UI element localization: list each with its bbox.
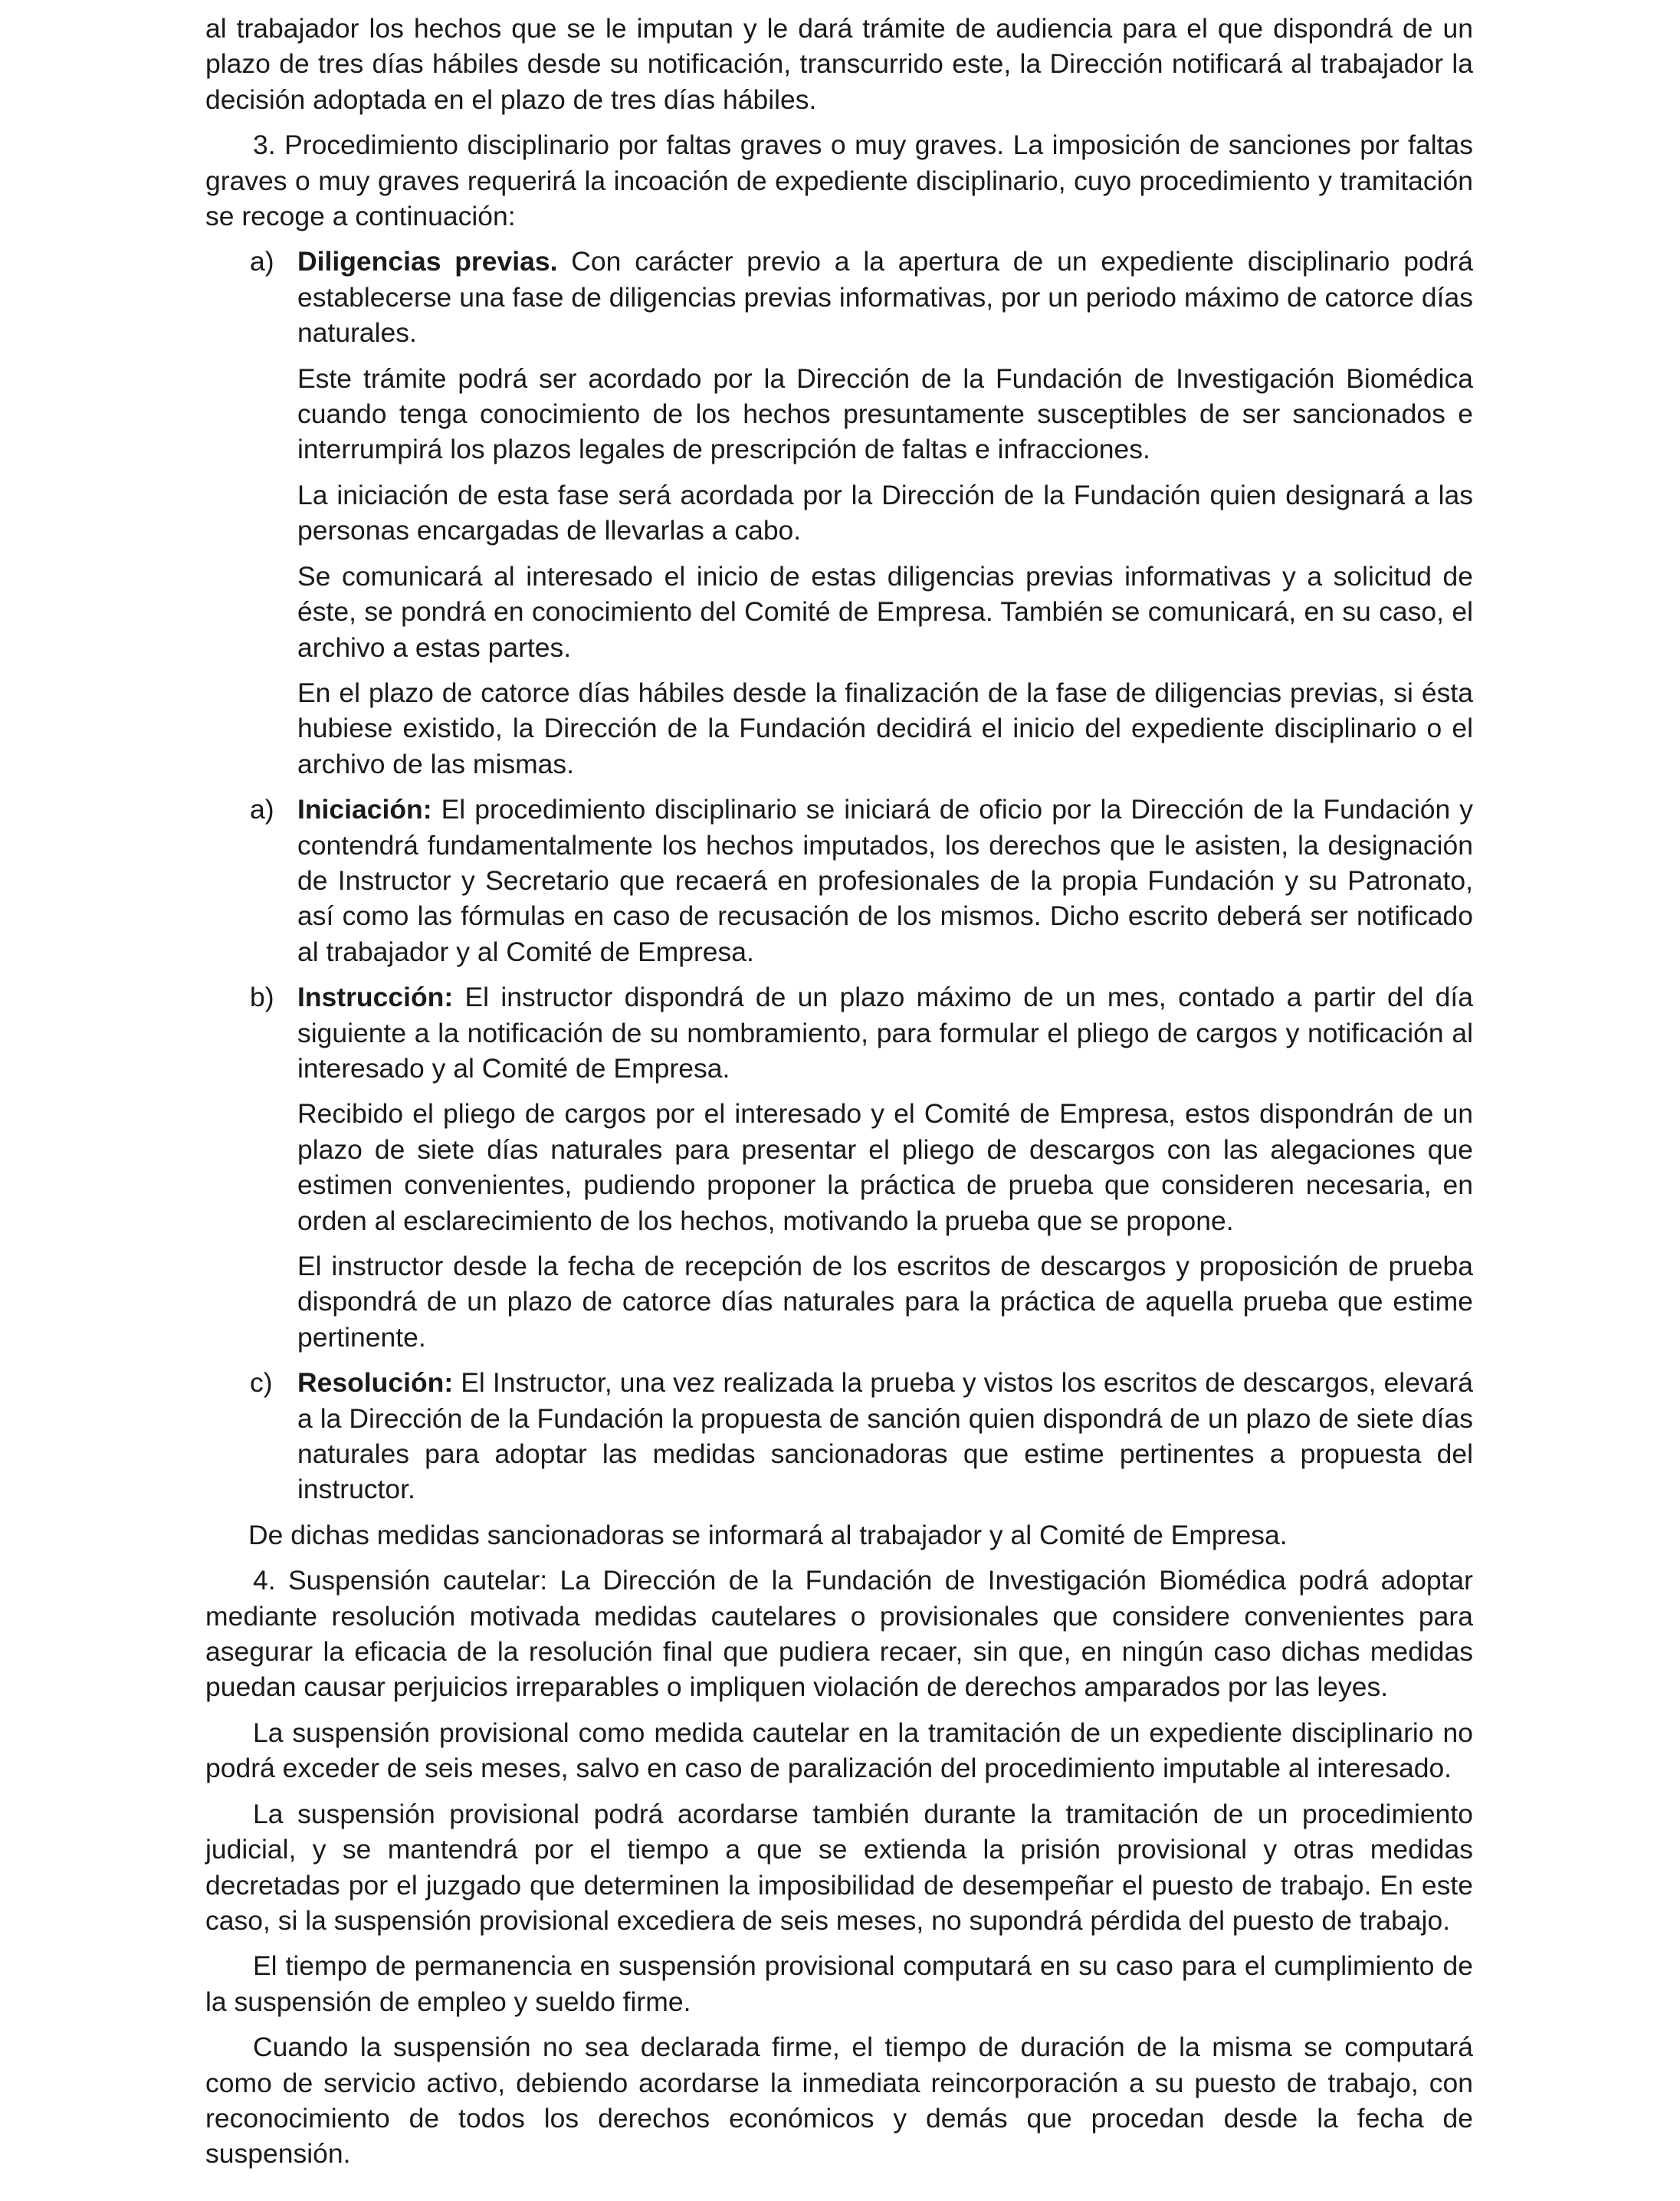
- item-title: Diligencias previas.: [297, 246, 558, 277]
- list-marker: a): [250, 794, 274, 825]
- list-item-diligencias-previas: [205, 244, 1473, 350]
- paragraph-instruccion-2: Recibido el pliego de cargos por el interesado y el Comité de Empresa, estos dispondrán de un plazo de siete días naturales para presentar el pliego de descargos con las alegaciones que estimen convenientes, pudiendo proponer la práctica de prueba que consideren necesaria, en orden al esclarecimiento de los hechos, motivando la prueba que se propone.: [297, 1098, 1473, 1236]
- paragraph-continuation: al trabajador los hechos que se le imputan y le dará trámite de audiencia para el que dispondrá de un plazo de tres días hábiles desde su notificación, transcurrido este, la Dirección notificará al trabajador la decisión adoptada en el plazo de tres días hábiles.: [205, 13, 1473, 115]
- item-text: Con carácter previo a la apertura de un expediente disciplinario podrá establecerse una fase de diligencias previas informativas, por un periodo máximo de catorce días naturales.: [297, 246, 1473, 349]
- item-text: El procedimiento disciplinario se iniciará de oficio por la Dirección de la Fundación y contendrá fundamentalmente los hechos imputados, los derechos que le asisten, la designación de Instructor y Secretario que recaerá en profesionales de la propia Fundación y su Patronato, así como las fórmulas en caso de recusación de los mismos. Dicho escrito deberá ser notificado al trabajador y al Comité de Empresa.: [297, 794, 1473, 967]
- paragraph-suspension-2: La suspensión provisional podrá acordarse también durante la tramitación de un procedimiento judicial, y se mantendrá por el tiempo a que se extienda la prisión provisional y otras medidas decretadas por el juzgado que determinen la imposibilidad de desempeñar el puesto de trabajo. En este caso, si la suspensión provisional excediera de seis meses, no supondrá pérdida del puesto de trabajo.: [205, 1798, 1473, 1936]
- paragraph-diligencias-3: La iniciación de esta fase será acordada por la Dirección de la Fundación quien designará a las personas encargadas de llevarlas a cabo.: [297, 479, 1473, 546]
- list-item-instruccion: [205, 979, 1473, 1086]
- document-page: [205, 11, 1473, 2182]
- paragraph-diligencias-2: Este trámite podrá ser acordado por la Dirección de la Fundación de Investigación Biomédica cuando tenga conocimiento de los hechos presuntamente susceptibles de ser sancionados e interrumpirá los plazos legales de prescripción de faltas e infracciones.: [297, 362, 1473, 465]
- paragraph-diligencias-4: Se comunicará al interesado el inicio de estas diligencias previas informativas y a solicitud de éste, se pondrá en conocimiento del Comité de Empresa. También se comunicará, en su caso, el archivo a estas partes.: [297, 560, 1473, 663]
- paragraph-instruccion-3: El instructor desde la fecha de recepción de los escritos de descargos y proposición de prueba dispondrá de un plazo de catorce días naturales para la práctica de aquella prueba que estime pertinente.: [297, 1251, 1473, 1353]
- item-title: Instrucción:: [297, 982, 454, 1013]
- list-marker: a): [250, 246, 274, 277]
- list-item-iniciacion: [205, 792, 1473, 969]
- paragraph-section-3: 3. Procedimiento disciplinario por faltas graves o muy graves. La imposición de sanciones por faltas graves o muy graves requerirá la incoación de expediente disciplinario, cuyo procedimiento y tramitación se recoge a continuación:: [205, 130, 1473, 232]
- item-title: Resolución:: [297, 1367, 454, 1399]
- paragraph-suspension-4: Cuando la suspensión no sea declarada firme, el tiempo de duración de la misma se computará como de servicio activo, debiendo acordarse la inmediata reincorporación a su puesto de trabajo, con reconocimiento de todos los derechos económicos y demás que procedan desde la fecha de suspensión.: [205, 2032, 1473, 2170]
- item-title: Iniciación:: [297, 794, 432, 825]
- item-text: El Instructor, una vez realizada la prueba y vistos los escritos de descargos, elevará a la Dirección de la Fundación la propuesta de sanción quien dispondrá de un plazo de siete días naturales para adoptar las medidas sancionadoras que estime pertinentes a propuesta del instructor.: [297, 1367, 1473, 1505]
- list-item-resolucion: [205, 1365, 1473, 1507]
- paragraph-informacion: De dichas medidas sancionadoras se informará al trabajador y al Comité de Empresa.: [248, 1519, 1288, 1550]
- item-text: El instructor dispondrá de un plazo máximo de un mes, contado a partir del día siguiente a la notificación de su nombramiento, para formular el pliego de cargos y notificación al interesado y al Comité de Empresa.: [297, 982, 1473, 1084]
- paragraph-diligencias-5: En el plazo de catorce días hábiles desde la finalización de la fase de diligencias previas, si ésta hubiese existido, la Dirección de la Fundación decidirá el inicio del expediente disciplinario o el archivo de las mismas.: [297, 677, 1473, 779]
- list-marker: b): [250, 982, 274, 1013]
- list-marker: c): [250, 1367, 273, 1399]
- paragraph-section-4: 4. Suspensión cautelar: La Dirección de la Fundación de Investigación Biomédica podrá adoptar mediante resolución motivada medidas cautelares o provisionales que considere convenientes para asegurar la eficacia de la resolución final que pudiera recaer, sin que, en ningún caso dichas medidas puedan causar perjuicios irreparables o impliquen violación de derechos amparados por las leyes.: [205, 1565, 1473, 1703]
- paragraph-suspension-1: La suspensión provisional como medida cautelar en la tramitación de un expediente disciplinario no podrá exceder de seis meses, salvo en caso de paralización del procedimiento imputable al interesado.: [205, 1717, 1473, 1784]
- paragraph-suspension-3: El tiempo de permanencia en suspensión provisional computará en su caso para el cumplimiento de la suspensión de empleo y sueldo firme.: [205, 1950, 1473, 2017]
